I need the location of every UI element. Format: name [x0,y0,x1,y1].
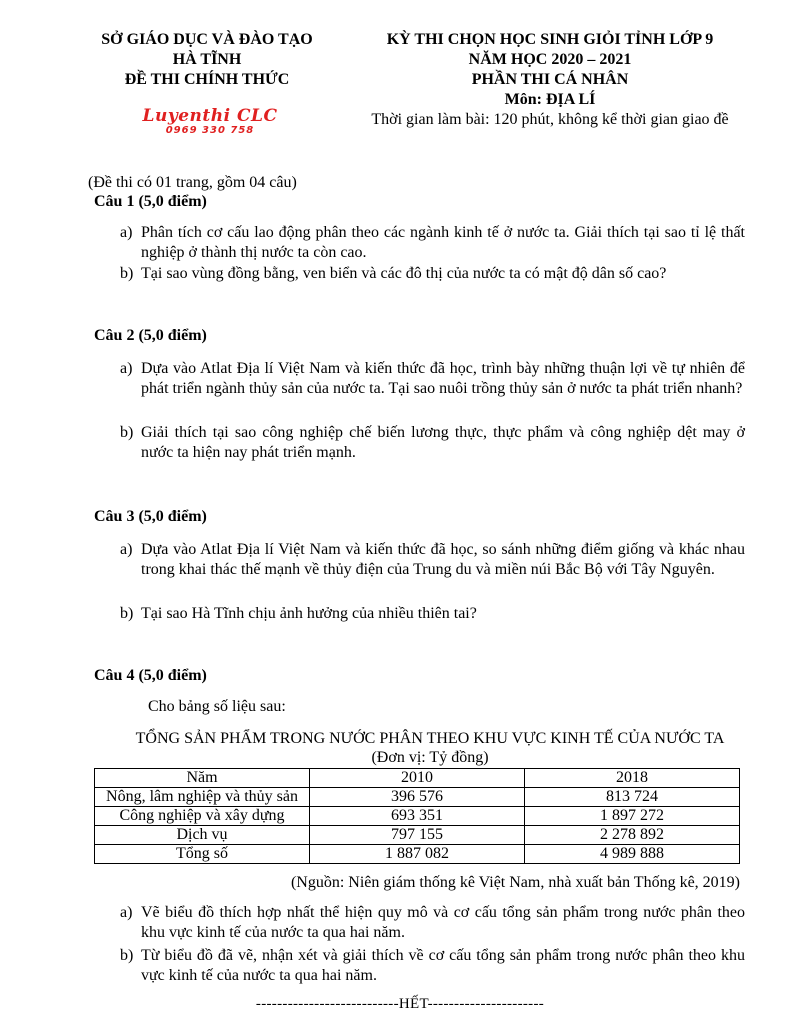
table-row [95,788,740,807]
table-cell: Nông, lâm nghiệp và thủy sản [95,788,310,807]
table-row [95,845,740,864]
question-4-intro: Cho bảng số liệu sau: [148,698,286,715]
table-cell: 4 989 888 [525,845,740,864]
table-cell: Tổng số [95,845,310,864]
question-4-item-a [120,903,745,943]
exam-note: (Đề thi có 01 trang, gồm 04 câu) [88,174,297,191]
item-label: b) [120,947,134,964]
item-label: b) [120,424,134,441]
item-text: Giải thích tại sao công nghiệp chế biến lương thực, thực phẩm và công nghiệp dệt may ở nước ta hiện nay phát triển mạnh. [141,424,745,461]
exam-time: Thời gian làm bài: 120 phút, không kể thời gian giao đề [371,111,729,128]
header-right [330,30,770,130]
table-cell: 2 278 892 [525,826,740,845]
item-text: Dựa vào Atlat Địa lí Việt Nam và kiến thức đã học, so sánh những điểm giống và khác nhau trong khai thác thế mạnh về thủy điện của Trung du và miền núi Bắc Bộ với Tây Nguyên. [141,541,745,578]
province-name: HÀ TĨNH [172,51,242,68]
header-left [88,30,326,90]
official-exam-label: ĐỀ THI CHÍNH THỨC [124,71,290,88]
item-text: Vẽ biểu đồ thích hợp nhất thể hiện quy mô và cơ cấu tổng sản phẩm trong nước phân theo khu vực kinh tế của nước ta qua hai năm. [141,904,745,941]
item-text: Phân tích cơ cấu lao động phân theo các ngành kinh tế ở nước ta. Giải thích tại sao tỉ lệ thất nghiệp ở thành thị nước ta còn cao. [141,224,745,261]
table-cell: 693 351 [310,807,525,826]
end-marker: ---------------------------HẾT---------------------- [255,996,545,1012]
school-year: NĂM HỌC 2020 – 2021 [468,51,632,68]
table-cell: 797 155 [310,826,525,845]
question-4-title: Câu 4 (5,0 điểm) [94,667,207,684]
logo-name: Luyenthi CLC [142,106,278,126]
question-3-item-a [120,540,745,580]
table-source: (Nguồn: Niên giám thống kê Việt Nam, nhà xuất bản Thống kê, 2019) [290,874,740,891]
data-table [94,768,740,864]
item-text: Từ biểu đồ đã vẽ, nhận xét và giải thích về cơ cấu tổng sản phẩm trong nước phân theo khu vực kinh tế của nước ta qua hai năm. [141,947,745,984]
item-label: a) [120,904,133,921]
question-3-item-b [120,604,745,624]
logo-phone: 0969 330 758 [165,125,255,136]
item-text: Tại sao vùng đồng bằng, ven biển và các đô thị của nước ta có mật độ dân số cao? [141,265,667,282]
table-row [95,826,740,845]
question-2-item-a [120,359,745,399]
table-header-row [95,769,740,788]
table-cell: 1 887 082 [310,845,525,864]
item-label: a) [120,541,133,558]
question-1-item-a [120,223,745,263]
table-cell: 396 576 [310,788,525,807]
table-cell: 1 897 272 [525,807,740,826]
table-header-cell: Năm [95,769,310,788]
item-text: Tại sao Hà Tĩnh chịu ảnh hưởng của nhiều thiên tai? [141,605,477,622]
table-cell: Dịch vụ [95,826,310,845]
question-4-item-b [120,946,745,986]
department-name: SỞ GIÁO DỤC VÀ ĐÀO TẠO [101,31,313,48]
item-text: Dựa vào Atlat Địa lí Việt Nam và kiến thức đã học, trình bày những thuận lợi về tự nhiên để phát triển ngành thủy sản của nước ta. Tại sao nuôi trồng thủy sản ở nước ta phát triển nhanh? [141,360,745,397]
question-1-title: Câu 1 (5,0 điểm) [94,193,207,210]
item-label: b) [120,265,134,282]
watermark-logo [130,107,290,137]
table-cell: 813 724 [525,788,740,807]
table-title: TỔNG SẢN PHẨM TRONG NƯỚC PHÂN THEO KHU VỰC KINH TẾ CỦA NƯỚC TA [135,730,725,747]
subject: Môn: ĐỊA LÍ [504,91,596,108]
question-1-item-b [120,264,745,284]
question-3-title: Câu 3 (5,0 điểm) [94,508,207,525]
exam-part: PHẦN THI CÁ NHÂN [471,71,629,88]
question-2-item-b [120,423,745,463]
table-cell: Công nghiệp và xây dựng [95,807,310,826]
table-row [95,807,740,826]
item-label: a) [120,224,133,241]
item-label: a) [120,360,133,377]
question-2-title: Câu 2 (5,0 điểm) [94,327,207,344]
table-header-cell: 2010 [310,769,525,788]
table-header-cell: 2018 [525,769,740,788]
item-label: b) [120,605,134,622]
exam-title: KỲ THI CHỌN HỌC SINH GIỎI TỈNH LỚP 9 [386,31,714,48]
table-unit: (Đơn vị: Tỷ đồng) [371,749,489,766]
